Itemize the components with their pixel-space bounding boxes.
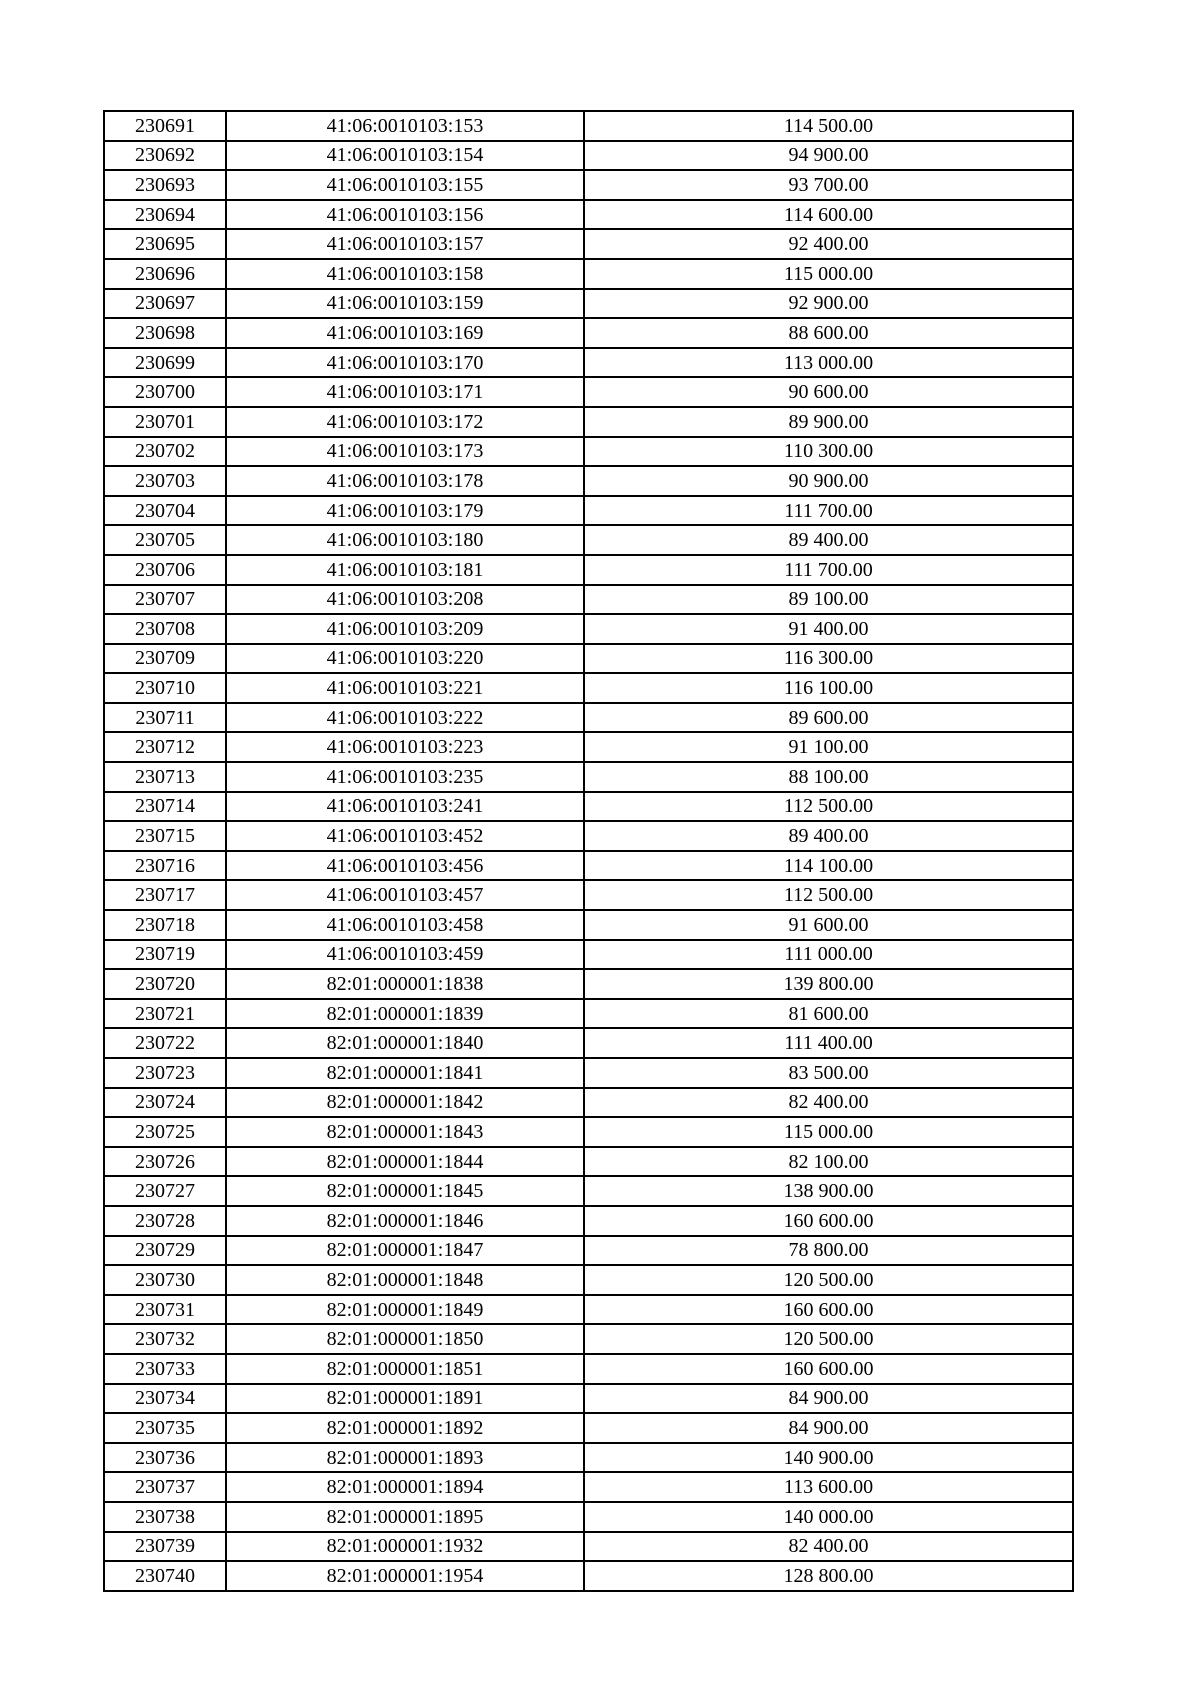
- row-number-cell: 230702: [104, 437, 226, 467]
- table-row: [104, 673, 1073, 703]
- cadastral-number-cell: 41:06:0010103:223: [226, 732, 584, 762]
- table-row: [104, 259, 1073, 289]
- value-cell: 116 100.00: [584, 673, 1073, 703]
- row-number-cell: 230704: [104, 496, 226, 526]
- cadastral-number-cell: 82:01:000001:1891: [226, 1384, 584, 1414]
- table-row: [104, 141, 1073, 171]
- cadastral-number-cell: 41:06:0010103:178: [226, 466, 584, 496]
- cadastral-number-cell: 41:06:0010103:180: [226, 525, 584, 555]
- table-row: [104, 1561, 1073, 1591]
- value-cell: 111 700.00: [584, 496, 1073, 526]
- value-cell: 114 600.00: [584, 200, 1073, 230]
- value-cell: 89 900.00: [584, 407, 1073, 437]
- table-row: [104, 1265, 1073, 1295]
- table-row: [104, 111, 1073, 141]
- table-row: [104, 1532, 1073, 1562]
- row-number-cell: 230724: [104, 1088, 226, 1118]
- value-cell: 90 900.00: [584, 466, 1073, 496]
- table-row: [104, 407, 1073, 437]
- value-cell: 160 600.00: [584, 1354, 1073, 1384]
- value-cell: 82 100.00: [584, 1147, 1073, 1177]
- table-row: [104, 318, 1073, 348]
- cadastral-number-cell: 41:06:0010103:157: [226, 229, 584, 259]
- table-row: [104, 614, 1073, 644]
- cadastral-number-cell: 41:06:0010103:221: [226, 673, 584, 703]
- table-row: [104, 940, 1073, 970]
- cadastral-number-cell: 82:01:000001:1894: [226, 1472, 584, 1502]
- cadastral-number-cell: 41:06:0010103:241: [226, 792, 584, 822]
- cadastral-number-cell: 41:06:0010103:159: [226, 289, 584, 319]
- row-number-cell: 230722: [104, 1028, 226, 1058]
- row-number-cell: 230708: [104, 614, 226, 644]
- value-cell: 110 300.00: [584, 437, 1073, 467]
- row-number-cell: 230738: [104, 1502, 226, 1532]
- table-row: [104, 732, 1073, 762]
- cadastral-number-cell: 82:01:000001:1845: [226, 1176, 584, 1206]
- table-row: [104, 496, 1073, 526]
- value-cell: 82 400.00: [584, 1088, 1073, 1118]
- row-number-cell: 230735: [104, 1413, 226, 1443]
- row-number-cell: 230714: [104, 792, 226, 822]
- value-cell: 111 700.00: [584, 555, 1073, 585]
- row-number-cell: 230717: [104, 880, 226, 910]
- row-number-cell: 230725: [104, 1117, 226, 1147]
- table-row: [104, 1413, 1073, 1443]
- value-cell: 160 600.00: [584, 1295, 1073, 1325]
- value-cell: 116 300.00: [584, 644, 1073, 674]
- table-row: [104, 910, 1073, 940]
- value-cell: 88 100.00: [584, 762, 1073, 792]
- value-cell: 84 900.00: [584, 1384, 1073, 1414]
- value-cell: 88 600.00: [584, 318, 1073, 348]
- value-cell: 128 800.00: [584, 1561, 1073, 1591]
- cadastral-number-cell: 41:06:0010103:171: [226, 377, 584, 407]
- cadastral-number-cell: 82:01:000001:1844: [226, 1147, 584, 1177]
- row-number-cell: 230693: [104, 170, 226, 200]
- row-number-cell: 230698: [104, 318, 226, 348]
- cadastral-number-cell: 82:01:000001:1843: [226, 1117, 584, 1147]
- cadastral-number-cell: 82:01:000001:1842: [226, 1088, 584, 1118]
- row-number-cell: 230712: [104, 732, 226, 762]
- table-row: [104, 1176, 1073, 1206]
- table-row: [104, 1354, 1073, 1384]
- value-cell: 92 900.00: [584, 289, 1073, 319]
- cadastral-number-cell: 41:06:0010103:458: [226, 910, 584, 940]
- value-cell: 120 500.00: [584, 1324, 1073, 1354]
- row-number-cell: 230726: [104, 1147, 226, 1177]
- value-cell: 93 700.00: [584, 170, 1073, 200]
- cadastral-number-cell: 82:01:000001:1839: [226, 999, 584, 1029]
- cadastral-number-cell: 82:01:000001:1846: [226, 1206, 584, 1236]
- value-cell: 115 000.00: [584, 259, 1073, 289]
- value-cell: 160 600.00: [584, 1206, 1073, 1236]
- value-cell: 89 400.00: [584, 821, 1073, 851]
- table-row: [104, 1502, 1073, 1532]
- row-number-cell: 230713: [104, 762, 226, 792]
- value-cell: 91 400.00: [584, 614, 1073, 644]
- row-number-cell: 230711: [104, 703, 226, 733]
- table-row: [104, 999, 1073, 1029]
- cadastral-number-cell: 41:06:0010103:172: [226, 407, 584, 437]
- row-number-cell: 230728: [104, 1206, 226, 1236]
- table-row: [104, 1295, 1073, 1325]
- value-cell: 83 500.00: [584, 1058, 1073, 1088]
- row-number-cell: 230695: [104, 229, 226, 259]
- table-row: [104, 1117, 1073, 1147]
- row-number-cell: 230710: [104, 673, 226, 703]
- cadastral-number-cell: 82:01:000001:1892: [226, 1413, 584, 1443]
- cadastral-number-cell: 41:06:0010103:459: [226, 940, 584, 970]
- row-number-cell: 230729: [104, 1236, 226, 1266]
- value-cell: 113 600.00: [584, 1472, 1073, 1502]
- cadastral-number-cell: 82:01:000001:1840: [226, 1028, 584, 1058]
- value-cell: 90 600.00: [584, 377, 1073, 407]
- row-number-cell: 230701: [104, 407, 226, 437]
- table-body: [104, 111, 1073, 1591]
- table-row: [104, 555, 1073, 585]
- row-number-cell: 230739: [104, 1532, 226, 1562]
- row-number-cell: 230718: [104, 910, 226, 940]
- cadastral-number-cell: 41:06:0010103:181: [226, 555, 584, 585]
- table-row: [104, 644, 1073, 674]
- row-number-cell: 230727: [104, 1176, 226, 1206]
- value-cell: 89 600.00: [584, 703, 1073, 733]
- value-cell: 114 500.00: [584, 111, 1073, 141]
- cadastral-number-cell: 41:06:0010103:209: [226, 614, 584, 644]
- table-row: [104, 880, 1073, 910]
- value-cell: 91 100.00: [584, 732, 1073, 762]
- cadastral-value-table: [103, 110, 1074, 1592]
- table-row: [104, 585, 1073, 615]
- table-row: [104, 229, 1073, 259]
- row-number-cell: 230691: [104, 111, 226, 141]
- row-number-cell: 230697: [104, 289, 226, 319]
- cadastral-number-cell: 82:01:000001:1838: [226, 969, 584, 999]
- table-row: [104, 1384, 1073, 1414]
- table-row: [104, 1028, 1073, 1058]
- cadastral-number-cell: 82:01:000001:1848: [226, 1265, 584, 1295]
- table-row: [104, 437, 1073, 467]
- cadastral-number-cell: 41:06:0010103:208: [226, 585, 584, 615]
- cadastral-number-cell: 82:01:000001:1932: [226, 1532, 584, 1562]
- cadastral-number-cell: 41:06:0010103:153: [226, 111, 584, 141]
- table-row: [104, 466, 1073, 496]
- table-row: [104, 1088, 1073, 1118]
- row-number-cell: 230732: [104, 1324, 226, 1354]
- row-number-cell: 230709: [104, 644, 226, 674]
- cadastral-number-cell: 41:06:0010103:456: [226, 851, 584, 881]
- cadastral-number-cell: 41:06:0010103:457: [226, 880, 584, 910]
- cadastral-number-cell: 41:06:0010103:155: [226, 170, 584, 200]
- cadastral-number-cell: 41:06:0010103:156: [226, 200, 584, 230]
- value-cell: 140 900.00: [584, 1443, 1073, 1473]
- table-row: [104, 792, 1073, 822]
- table-row: [104, 821, 1073, 851]
- value-cell: 120 500.00: [584, 1265, 1073, 1295]
- cadastral-number-cell: 82:01:000001:1850: [226, 1324, 584, 1354]
- row-number-cell: 230736: [104, 1443, 226, 1473]
- table-row: [104, 377, 1073, 407]
- value-cell: 139 800.00: [584, 969, 1073, 999]
- cadastral-number-cell: 82:01:000001:1893: [226, 1443, 584, 1473]
- row-number-cell: 230705: [104, 525, 226, 555]
- table-row: [104, 1236, 1073, 1266]
- value-cell: 94 900.00: [584, 141, 1073, 171]
- cadastral-number-cell: 82:01:000001:1851: [226, 1354, 584, 1384]
- row-number-cell: 230740: [104, 1561, 226, 1591]
- cadastral-number-cell: 41:06:0010103:235: [226, 762, 584, 792]
- table-row: [104, 1324, 1073, 1354]
- cadastral-number-cell: 82:01:000001:1849: [226, 1295, 584, 1325]
- cadastral-number-cell: 41:06:0010103:173: [226, 437, 584, 467]
- row-number-cell: 230715: [104, 821, 226, 851]
- row-number-cell: 230737: [104, 1472, 226, 1502]
- value-cell: 84 900.00: [584, 1413, 1073, 1443]
- value-cell: 112 500.00: [584, 792, 1073, 822]
- row-number-cell: 230700: [104, 377, 226, 407]
- cadastral-number-cell: 41:06:0010103:452: [226, 821, 584, 851]
- row-number-cell: 230720: [104, 969, 226, 999]
- table-row: [104, 703, 1073, 733]
- row-number-cell: 230707: [104, 585, 226, 615]
- table-row: [104, 1058, 1073, 1088]
- cadastral-number-cell: 41:06:0010103:179: [226, 496, 584, 526]
- row-number-cell: 230723: [104, 1058, 226, 1088]
- value-cell: 113 000.00: [584, 348, 1073, 378]
- value-cell: 89 100.00: [584, 585, 1073, 615]
- table-row: [104, 1206, 1073, 1236]
- row-number-cell: 230699: [104, 348, 226, 378]
- value-cell: 111 400.00: [584, 1028, 1073, 1058]
- value-cell: 140 000.00: [584, 1502, 1073, 1532]
- table-row: [104, 170, 1073, 200]
- cadastral-number-cell: 41:06:0010103:222: [226, 703, 584, 733]
- row-number-cell: 230696: [104, 259, 226, 289]
- table-row: [104, 525, 1073, 555]
- value-cell: 82 400.00: [584, 1532, 1073, 1562]
- table-row: [104, 289, 1073, 319]
- row-number-cell: 230706: [104, 555, 226, 585]
- value-cell: 111 000.00: [584, 940, 1073, 970]
- table-row: [104, 762, 1073, 792]
- cadastral-number-cell: 41:06:0010103:169: [226, 318, 584, 348]
- row-number-cell: 230734: [104, 1384, 226, 1414]
- row-number-cell: 230731: [104, 1295, 226, 1325]
- row-number-cell: 230716: [104, 851, 226, 881]
- value-cell: 115 000.00: [584, 1117, 1073, 1147]
- cadastral-number-cell: 41:06:0010103:220: [226, 644, 584, 674]
- value-cell: 81 600.00: [584, 999, 1073, 1029]
- row-number-cell: 230719: [104, 940, 226, 970]
- value-cell: 78 800.00: [584, 1236, 1073, 1266]
- table-row: [104, 1443, 1073, 1473]
- value-cell: 112 500.00: [584, 880, 1073, 910]
- cadastral-number-cell: 41:06:0010103:170: [226, 348, 584, 378]
- row-number-cell: 230692: [104, 141, 226, 171]
- row-number-cell: 230694: [104, 200, 226, 230]
- cadastral-number-cell: 82:01:000001:1895: [226, 1502, 584, 1532]
- table-row: [104, 851, 1073, 881]
- value-cell: 89 400.00: [584, 525, 1073, 555]
- cadastral-number-cell: 82:01:000001:1841: [226, 1058, 584, 1088]
- row-number-cell: 230733: [104, 1354, 226, 1384]
- row-number-cell: 230721: [104, 999, 226, 1029]
- cadastral-number-cell: 41:06:0010103:154: [226, 141, 584, 171]
- value-cell: 114 100.00: [584, 851, 1073, 881]
- table-row: [104, 969, 1073, 999]
- table-row: [104, 348, 1073, 378]
- row-number-cell: 230730: [104, 1265, 226, 1295]
- table-row: [104, 200, 1073, 230]
- cadastral-number-cell: 82:01:000001:1847: [226, 1236, 584, 1266]
- value-cell: 138 900.00: [584, 1176, 1073, 1206]
- table-row: [104, 1472, 1073, 1502]
- table-row: [104, 1147, 1073, 1177]
- value-cell: 92 400.00: [584, 229, 1073, 259]
- value-cell: 91 600.00: [584, 910, 1073, 940]
- cadastral-number-cell: 41:06:0010103:158: [226, 259, 584, 289]
- row-number-cell: 230703: [104, 466, 226, 496]
- cadastral-number-cell: 82:01:000001:1954: [226, 1561, 584, 1591]
